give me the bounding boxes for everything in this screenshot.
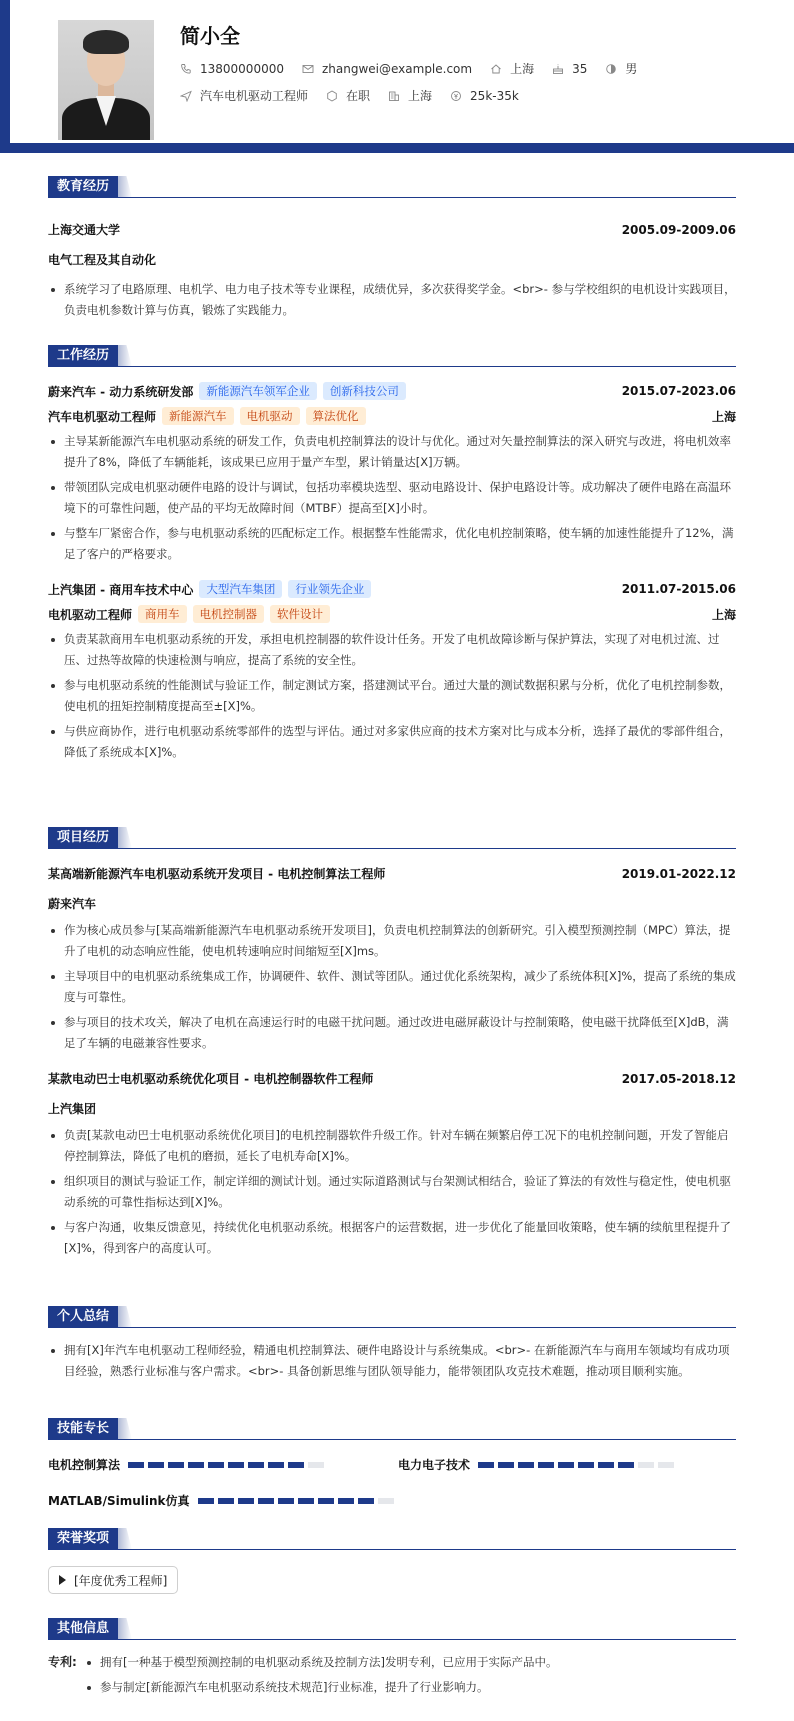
list-item: 主导某新能源汽车电机驱动系统的研发工作，负责电机控制算法的设计与优化。通过对矢量控制算法的深入研究与改进，将电机效率提升了8%，降低了车辆能耗，该成果已应用于量产车型，累计销量达[X]万辆。 [48,431,736,473]
skill-bar-segment [518,1462,534,1468]
skill-bar-segment [538,1462,554,1468]
status-text: 在职 [346,89,371,103]
skill-bar-segment [298,1498,314,1504]
mail-icon [302,63,314,75]
list-item: 与整车厂紧密合作，参与电机驱动系统的匹配标定工作。根据整车性能需求，优化电机控制策略，使车辆的加速性能提升了12%，满足了客户的严格要求。 [48,523,736,565]
patent-bullets [84,1652,736,1698]
email-text: zhangwei@example.com [321,61,473,76]
other-section [48,1618,736,1698]
job-position-row [48,605,736,623]
section-header [48,827,736,849]
projects-section [48,827,736,1259]
skill-bar-segment [268,1462,284,1468]
age-item [552,62,587,76]
status-item [326,87,370,104]
skill-bar-segment [278,1498,294,1504]
job-date: 2011.07-2015.06 [621,582,736,596]
job-position-row [48,407,736,425]
project-date: 2019.01-2022.12 [621,866,736,881]
section-header [48,1528,736,1550]
other-content [48,1652,736,1698]
cake-icon [552,63,564,75]
candidate-name: 简小全 [180,24,240,48]
job-position: 汽车电机驱动工程师 [48,409,157,424]
avatar [58,20,154,140]
project-org: 上汽集团 [48,1102,97,1116]
status-icon [326,90,338,102]
education-entry-header [48,221,736,238]
project-name: 某款电动巴士电机驱动系统优化项目 - 电机控制器软件工程师 [48,1072,374,1086]
work-section [48,345,736,763]
skill-bar-segment [318,1498,334,1504]
list-item: 参与项目的技术攻关，解决了电机在高速运行时的电磁干扰问题。通过改进电磁屏蔽设计与控制策略，使电磁干扰降低至[X]dB，满足了车辆的电磁兼容性要求。 [48,1012,736,1054]
skill-bar-segment [208,1462,224,1468]
education-section [48,176,736,321]
phone-text: 13800000000 [200,61,284,76]
skill-name: 电力电子技术 [398,1458,471,1472]
contact-row [180,60,655,77]
project-name: 某高端新能源汽车电机驱动系统开发项目 - 电机控制算法工程师 [48,867,386,881]
company-name: 蔚来汽车 - 动力系统研发部 [48,384,194,399]
list-item: 与客户沟通，收集反馈意见，持续优化电机驱动系统。根据客户的运营数据，进一步优化了能量回收策略，使车辆的续航里程提升了[X]%，得到客户的高度认可。 [48,1217,736,1259]
list-item: 参与电机驱动系统的性能测试与验证工作，制定测试方案，搭建测试平台。通过大量的测试数据积累与分析，优化了电机控制参数，使电机的扭矩控制精度提高至±[X]%。 [48,675,736,717]
skill-bar-segment [248,1462,264,1468]
job-date: 2015.07-2023.06 [621,384,736,398]
skill-item [48,1492,736,1509]
target-job-item [180,87,308,104]
email-item [302,62,472,76]
skill-bar-segment [188,1462,204,1468]
home-icon [490,63,502,75]
section-header [48,1618,736,1640]
summary-bullets [48,1340,736,1382]
money-icon [450,90,462,102]
position-tag: 电机控制器 [193,605,265,623]
gender-item [605,60,637,77]
skill-bar-segment [238,1498,254,1504]
honors-section [48,1528,736,1594]
project-bullets [48,1125,736,1259]
job-bullets [48,431,736,565]
target-city-text: 上海 [408,89,433,103]
list-item: 拥有[X]年汽车电机驱动工程师经验，精通电机控制算法、硬件电路设计与系统集成。<br>- 在新能源汽车与商用车领域均有成功项目经验，熟悉行业标准与客户需求。<br>- 具备创新思维与团队领导能力，能带领团队攻克技术难题，推动项目顺利实施。 [48,1340,736,1382]
position-tag: 商用车 [138,605,187,623]
skill-name: MATLAB/Simulink仿真 [48,1494,190,1508]
position-tag: 电机驱动 [240,407,300,425]
section-title: 荣誉奖项 [48,1528,118,1550]
section-title: 项目经历 [48,827,118,849]
list-item: 主导项目中的电机驱动系统集成工作，协调硬件、软件、测试等团队。通过优化系统架构，减少了系统体积[X]%，提高了系统的集成度与可靠性。 [48,966,736,1008]
list-item: 与供应商协作，进行电机驱动系统零部件的选型与评估。通过对多家供应商的技术方案对比与成本分析，选择了最优的零部件组合，降低了系统成本[X]%。 [48,721,736,763]
project-entry-header [48,1070,736,1087]
skill-bar-segment [618,1462,634,1468]
project-org: 蔚来汽车 [48,897,97,911]
job-entry-header [48,580,736,598]
company-tag: 大型汽车集团 [199,580,282,598]
salary-item [450,89,519,103]
age-text: 35 [572,61,588,76]
skill-bar-segment [498,1462,514,1468]
skill-bar-segment [478,1462,494,1468]
honor-label: [年度优秀工程师] [74,1573,168,1588]
skill-bar-segment [638,1462,654,1468]
section-header [48,176,736,198]
skill-level-bar [128,1462,328,1468]
skill-name: 电机控制算法 [48,1458,121,1472]
skill-bar-segment [658,1462,674,1468]
skill-bar-segment [338,1498,354,1504]
phone-item [180,62,284,76]
skill-bar-segment [598,1462,614,1468]
section-title: 技能专长 [48,1418,118,1440]
city-item [490,60,534,77]
skill-bar-segment [128,1462,144,1468]
skill-bar-segment [198,1498,214,1504]
target-city-item [388,87,432,104]
list-item: 系统学习了电路原理、电机学、电力电子技术等专业课程，成绩优异，多次获得奖学金。<br>- 参与学校组织的电机设计实践项目，负责电机参数计算与仿真，锻炼了实践能力。 [48,279,736,321]
company-tag: 新能源汽车领军企业 [199,382,317,400]
skill-bar-segment [308,1462,324,1468]
salary-text: 25k-35k [470,88,519,103]
section-title: 工作经历 [48,345,118,367]
project-entry-header [48,865,736,882]
skill-bar-segment [558,1462,574,1468]
section-header [48,345,736,367]
skill-bar-segment [148,1462,164,1468]
list-item: 组织项目的测试与验证工作，制定详细的测试计划。通过实际道路测试与台架测试相结合，验证了算法的有效性与稳定性，使电机驱动系统的可靠性指标达到[X]%。 [48,1171,736,1213]
school-name: 上海交通大学 [48,223,121,237]
list-item: 负责[某款电动巴士电机驱动系统优化项目]的电机控制器软件升级工作。针对车辆在频繁启停工况下的电机控制问题，开发了智能启停控制算法，降低了电机的磨损，延长了电机寿命[X]%。 [48,1125,736,1167]
job-location: 上海 [711,607,736,622]
skill-bar-segment [578,1462,594,1468]
skill-bar-segment [378,1498,394,1504]
honor-item[interactable] [48,1566,178,1594]
building-icon [388,90,400,102]
job-bullets [48,629,736,763]
project-date: 2017.05-2018.12 [621,1071,736,1086]
section-header [48,1418,736,1440]
skill-bar-segment [168,1462,184,1468]
section-title: 教育经历 [48,176,118,198]
skills-section [48,1418,736,1509]
skills-row [48,1456,736,1473]
play-triangle-icon [59,1575,66,1585]
job-location: 上海 [711,409,736,424]
company-name: 上汽集团 - 商用车技术中心 [48,582,194,597]
patent-label: 专利: [48,1655,77,1669]
city-text: 上海 [510,62,535,76]
list-item: 作为核心成员参与[某高端新能源汽车电机驱动系统开发项目]，负责电机控制算法的创新研究。引入模型预测控制（MPC）算法，提升了电机的动态响应性能，使电机转速响应时间缩短至[X]ms。 [48,920,736,962]
position-tag: 新能源汽车 [162,407,234,425]
skill-bar-segment [358,1498,374,1504]
skill-level-bar [478,1462,678,1468]
job-intent-row [180,87,537,104]
list-item: 参与制定[新能源汽车电机驱动系统技术规范]行业标准，提升了行业影响力。 [84,1677,736,1698]
job-entry-header [48,382,736,400]
education-bullets [48,279,736,321]
skill-bar-segment [218,1498,234,1504]
list-item: 拥有[一种基于模型预测控制的电机驱动系统及控制方法]发明专利，已应用于实际产品中。 [84,1652,736,1673]
section-title: 其他信息 [48,1618,118,1640]
section-header [48,1306,736,1328]
list-item: 负责某款商用车电机驱动系统的开发，承担电机控制器的软件设计任务。开发了电机故障诊断与保护算法，实现了对电机过流、过压、过热等故障的快速检测与响应，提高了系统的安全性。 [48,629,736,671]
position-tag: 软件设计 [270,605,330,623]
education-date: 2005.09-2009.06 [621,222,736,237]
position-tag: 算法优化 [306,407,366,425]
list-item: 带领团队完成电机驱动硬件电路的设计与调试，包括功率模块选型、驱动电路设计、保护电路设计等。成功解决了硬件电路在高温环境下的可靠性问题，使产品的平均无故障时间（MTBF）提高至[X]小时。 [48,477,736,519]
company-tag: 创新科技公司 [323,382,406,400]
gender-text: 男 [625,62,638,76]
skill-item [48,1456,398,1473]
skill-item [398,1456,678,1473]
company-tag: 行业领先企业 [288,580,371,598]
target-job-text: 汽车电机驱动工程师 [200,89,309,103]
send-icon [180,90,192,102]
skill-level-bar [198,1498,398,1504]
skill-bar-segment [258,1498,274,1504]
skill-bar-segment [288,1462,304,1468]
skill-bar-segment [228,1462,244,1468]
section-title: 个人总结 [48,1306,118,1328]
summary-section [48,1306,736,1382]
project-bullets [48,920,736,1054]
job-position: 电机驱动工程师 [48,607,133,622]
gender-icon [605,63,617,75]
phone-icon [180,63,192,75]
major: 电气工程及其自动化 [48,253,157,267]
